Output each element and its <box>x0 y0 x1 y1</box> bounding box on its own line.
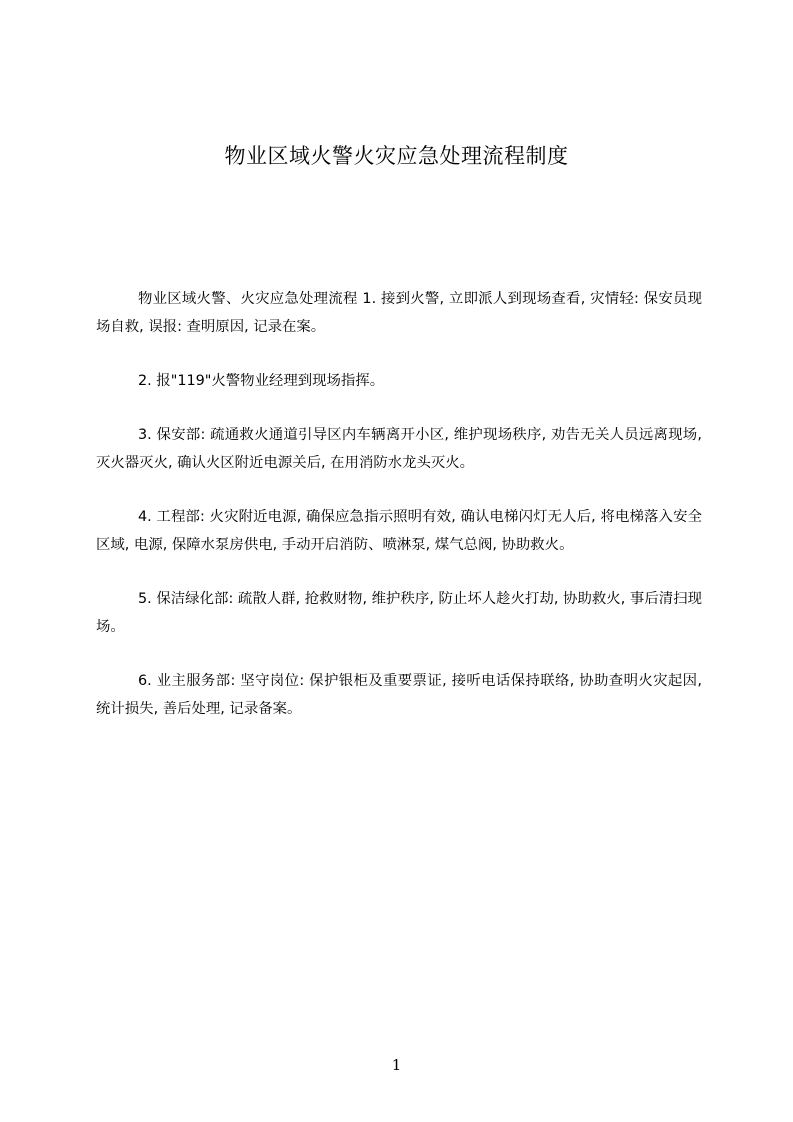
paragraph-step-6: 6. 业主服务部: 坚守岗位: 保护银柜及重要票证, 接听电话保持联络, 协助查明火灾起因, 统计损失, 善后处理, 记录备案。 <box>96 673 702 717</box>
paragraph-step-5: 5. 保洁绿化部: 疏散人群, 抢救财物, 维护秩序, 防止坏人趁火打劫, 协助救火, 事后清扫现场。 <box>96 591 702 635</box>
paragraph-step-2: 2. 报"119"火警物业经理到现场指挥。 <box>138 373 385 389</box>
paragraph-step-4: 4. 工程部: 火灾附近电源, 确保应急指示照明有效, 确认电梯闪灯无人后, 将电梯落入安全区域, 电源, 保障水泵房供电, 手动开启消防、喷淋泵, 煤气总阀, 协助救火。 <box>96 509 702 553</box>
paragraph-intro: 物业区域火警、火灾应急处理流程 1. 接到火警, 立即派人到现场查看, 灾情轻: 保安员现场自救, 误报: 查明原因, 记录在案。 <box>96 291 702 335</box>
document-title: 物业区域火警火灾应急处理流程制度 <box>224 144 569 168</box>
paragraph-step-3: 3. 保安部: 疏通救火通道引导区内车辆离开小区, 维护现场秩序, 劝告无关人员远离现场, 灭火器灭火, 确认火区附近电源关后, 在用消防水龙头灭火。 <box>96 427 702 471</box>
document-body <box>96 285 702 749</box>
page-number: 1 <box>391 1056 402 1074</box>
